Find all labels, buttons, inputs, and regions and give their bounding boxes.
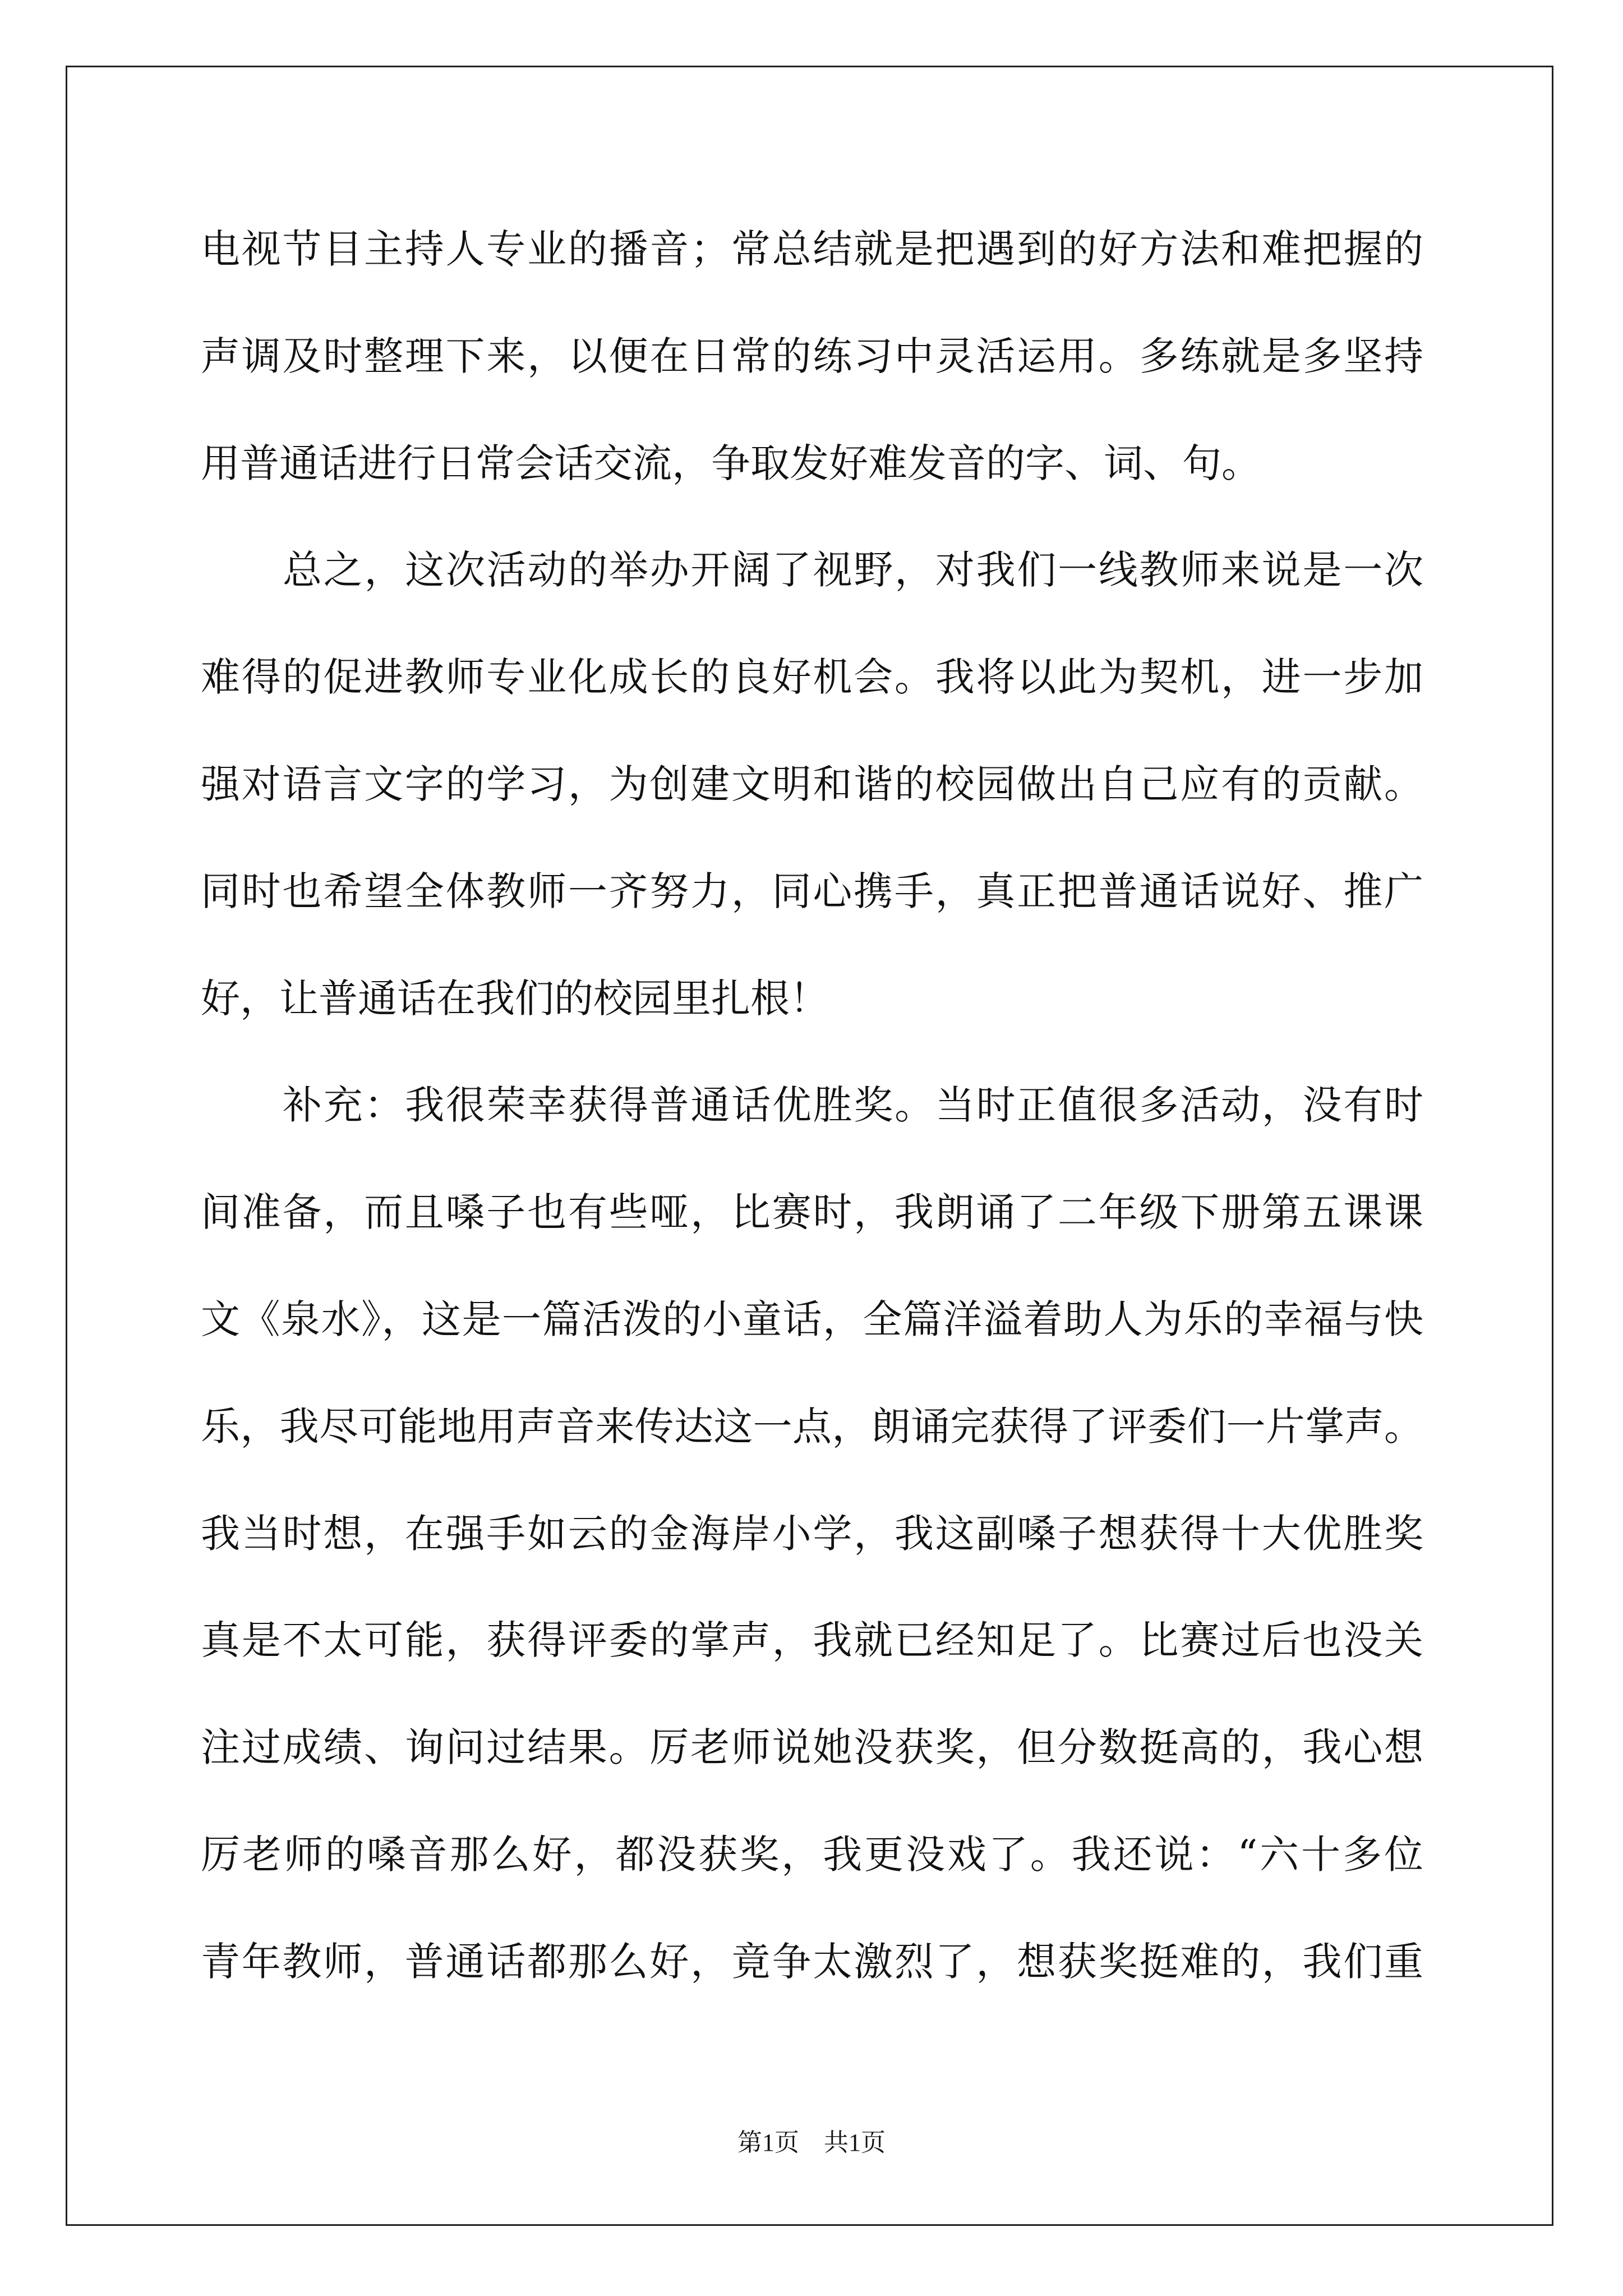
page-footer: 第1页 共1页 <box>737 2129 886 2156</box>
body-text-line: 补充：我很荣幸获得普通话优胜奖。当时正值很多活动，没有时 <box>283 1082 1423 1129</box>
paragraph <box>201 517 1423 1052</box>
body-text-line: 总之，这次活动的举办开阔了视野，对我们一线教师来说是一次 <box>283 547 1423 593</box>
body-text-line: 用普通话进行日常会话交流，争取发好难发音的字、词、句。 <box>201 440 1261 486</box>
body-text-line: 厉老师的嗓音那么好，都没获奖，我更没戏了。我还说：“六十多位 <box>201 1831 1423 1878</box>
paragraph <box>201 196 1423 517</box>
body-text-line: 我当时想，在强手如云的金海岸小学，我这副嗓子想获得十大优胜奖 <box>201 1510 1423 1557</box>
body-text-line: 声调及时整理下来，以便在日常的练习中灵活运用。多练就是多坚持 <box>201 333 1423 379</box>
body-text-line: 强对语言文字的学习，为创建文明和谐的校园做出自己应有的贡献。 <box>201 761 1423 807</box>
body-text-line: 难得的促进教师专业化成长的良好机会。我将以此为契机，进一步加 <box>201 654 1423 701</box>
body-text-line: 注过成绩、询问过结果。厉老师说她没获奖，但分数挺高的，我心想 <box>201 1724 1423 1771</box>
paragraph <box>201 1052 1423 2015</box>
document-body <box>201 196 1423 2016</box>
body-text-line: 文《泉水》，这是一篇活泼的小童话，全篇洋溢着助人为乐的幸福与快 <box>201 1296 1423 1342</box>
body-text-line: 真是不太可能，获得评委的掌声，我就已经知足了。比赛过后也没关 <box>201 1617 1423 1664</box>
body-text-line: 乐，我尽可能地用声音来传达这一点，朗诵完获得了评委们一片掌声。 <box>201 1403 1423 1450</box>
body-text-line: 青年教师，普通话都那么好，竟争太激烈了，想获奖挺难的，我们重 <box>201 1938 1423 1985</box>
body-text-line: 好，让普通话在我们的校园里扎根！ <box>201 975 829 1022</box>
body-text-line: 间准备，而且嗓子也有些哑，比赛时，我朗诵了二年级下册第五课课 <box>201 1189 1423 1236</box>
body-text-line: 电视节目主持人专业的播音；常总结就是把遇到的好方法和难把握的 <box>201 226 1423 272</box>
body-text-line: 同时也希望全体教师一齐努力，同心携手，真正把普通话说好、推广 <box>201 868 1423 914</box>
